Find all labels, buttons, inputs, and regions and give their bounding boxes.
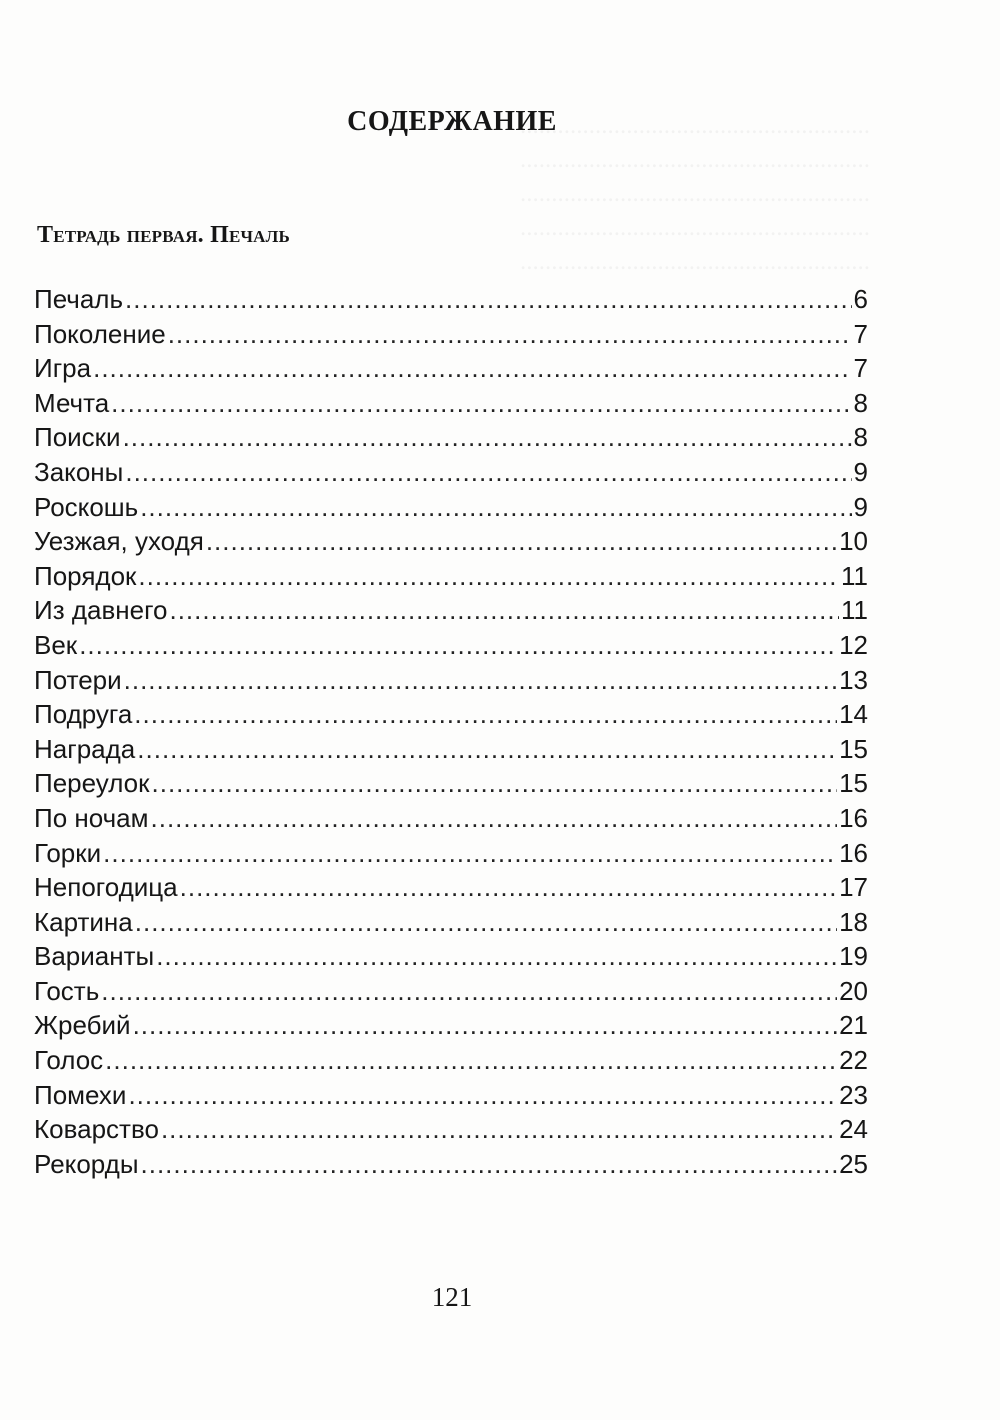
toc-leader-dots — [161, 1112, 837, 1147]
toc-entry[interactable] — [34, 836, 868, 871]
toc-entry-page: 17 — [839, 872, 868, 903]
toc-entry-page: 24 — [839, 1114, 868, 1145]
toc-entry-page: 22 — [839, 1045, 868, 1076]
toc-entry-title: Подруга — [34, 699, 133, 730]
toc-entry-title: Варианты — [34, 941, 155, 972]
toc-entry-title: Век — [34, 629, 78, 660]
toc-leader-dots — [124, 663, 837, 698]
toc-leader-dots — [93, 351, 851, 386]
toc-entry-title: Коварство — [34, 1114, 159, 1145]
toc-entry[interactable] — [34, 1147, 868, 1182]
toc-leader-dots — [125, 455, 851, 490]
toc-leader-dots — [79, 628, 837, 663]
toc-entry-page: 11 — [841, 560, 868, 591]
toc-entry-page: 11 — [841, 595, 868, 626]
toc-leader-dots — [141, 1147, 838, 1182]
toc-entry-page: 6 — [853, 284, 868, 314]
toc-leader-dots — [206, 524, 837, 559]
toc-entry-page: 20 — [839, 975, 868, 1006]
toc-entry[interactable] — [34, 939, 868, 974]
toc-leader-dots — [105, 1043, 837, 1078]
toc-entry-title: Непогодица — [34, 872, 178, 903]
toc-entry[interactable] — [34, 1043, 868, 1078]
table-of-contents — [34, 282, 868, 1181]
toc-entry-page: 21 — [839, 1010, 868, 1041]
toc-leader-dots — [128, 1078, 837, 1113]
toc-entry[interactable] — [34, 663, 868, 698]
toc-entry-page: 7 — [853, 353, 868, 384]
toc-entry-title: По ночам — [34, 802, 149, 833]
toc-entry[interactable] — [34, 559, 868, 594]
toc-entry-page: 16 — [839, 837, 868, 868]
toc-entry-page: 14 — [839, 699, 868, 730]
toc-entry[interactable] — [34, 317, 868, 352]
toc-entry-page: 10 — [839, 526, 868, 557]
toc-entry[interactable] — [34, 905, 868, 940]
toc-leader-dots — [152, 766, 838, 801]
toc-entry[interactable] — [34, 386, 868, 421]
section-title: Тетрадь первая. Печаль — [37, 222, 290, 248]
toc-leader-dots — [168, 317, 852, 352]
toc-entry[interactable] — [34, 732, 868, 767]
toc-entry-title: Помехи — [34, 1079, 127, 1110]
toc-leader-dots — [180, 870, 837, 905]
toc-leader-dots — [134, 697, 837, 732]
toc-entry-page: 25 — [839, 1148, 868, 1179]
toc-entry-title: Игра — [34, 353, 92, 384]
toc-entry-page: 8 — [853, 422, 868, 453]
toc-entry-title: Поколение — [34, 318, 166, 349]
toc-entry-title: Порядок — [34, 560, 137, 591]
toc-entry-title: Роскошь — [34, 491, 139, 522]
toc-entry-title: Мечта — [34, 387, 110, 418]
toc-entry-page: 16 — [839, 802, 868, 833]
toc-leader-dots — [140, 490, 851, 525]
toc-entry-page: 15 — [839, 768, 868, 799]
toc-entry-title: Жребий — [34, 1010, 131, 1041]
toc-entry-title: Переулок — [34, 768, 150, 799]
toc-leader-dots — [103, 836, 837, 871]
toc-entry-title: Голос — [34, 1045, 104, 1076]
toc-entry[interactable] — [34, 593, 868, 628]
toc-entry-page: 7 — [853, 318, 868, 349]
toc-entry-page: 15 — [839, 733, 868, 764]
toc-entry-title: Печаль — [34, 284, 124, 314]
toc-leader-dots — [133, 1008, 838, 1043]
toc-entry-page: 13 — [839, 664, 868, 695]
toc-entry[interactable] — [34, 420, 868, 455]
toc-entry-page: 23 — [839, 1079, 868, 1110]
toc-entry[interactable] — [34, 490, 868, 525]
toc-leader-dots — [135, 905, 837, 940]
toc-entry[interactable] — [34, 628, 868, 663]
toc-entry-title: Горки — [34, 837, 102, 868]
toc-entry-page: 9 — [853, 456, 868, 487]
toc-entry[interactable] — [34, 455, 868, 490]
toc-leader-dots — [156, 939, 837, 974]
toc-entry[interactable] — [34, 1078, 868, 1113]
toc-entry-title: Картина — [34, 906, 133, 937]
toc-entry-title: Из давнего — [34, 595, 168, 626]
toc-entry-title: Награда — [34, 733, 136, 764]
toc-entry-title: Уезжая, уходя — [34, 526, 204, 557]
toc-leader-dots — [151, 801, 838, 836]
toc-entry-page: 18 — [839, 906, 868, 937]
page-number: 121 — [431, 1282, 473, 1312]
toc-leader-dots — [169, 593, 839, 628]
toc-entry-title: Поиски — [34, 422, 121, 453]
toc-entry[interactable] — [34, 282, 868, 317]
toc-leader-dots — [123, 420, 852, 455]
toc-entry-title: Гость — [34, 975, 100, 1006]
toc-entry-page: 12 — [839, 629, 868, 660]
toc-entry[interactable] — [34, 766, 868, 801]
toc-entry[interactable] — [34, 974, 868, 1009]
toc-entry[interactable] — [34, 1112, 868, 1147]
toc-entry[interactable] — [34, 870, 868, 905]
page-title: СОДЕРЖАНИЕ — [347, 106, 557, 137]
toc-entry-page: 19 — [839, 941, 868, 972]
toc-entry-title: Потери — [34, 664, 122, 695]
toc-entry-page: 9 — [853, 491, 868, 522]
toc-entry-title: Законы — [34, 456, 124, 487]
toc-entry[interactable] — [34, 801, 868, 836]
toc-leader-dots — [101, 974, 837, 1009]
toc-leader-dots — [111, 386, 851, 421]
toc-entry[interactable] — [34, 697, 868, 732]
toc-entry[interactable] — [34, 351, 868, 386]
toc-leader-dots — [137, 732, 837, 767]
toc-leader-dots — [125, 282, 852, 317]
toc-entry-title: Рекорды — [34, 1148, 139, 1179]
toc-leader-dots — [138, 559, 839, 594]
toc-entry[interactable] — [34, 524, 868, 559]
toc-entry-page: 8 — [853, 387, 868, 418]
toc-entry[interactable] — [34, 1008, 868, 1043]
